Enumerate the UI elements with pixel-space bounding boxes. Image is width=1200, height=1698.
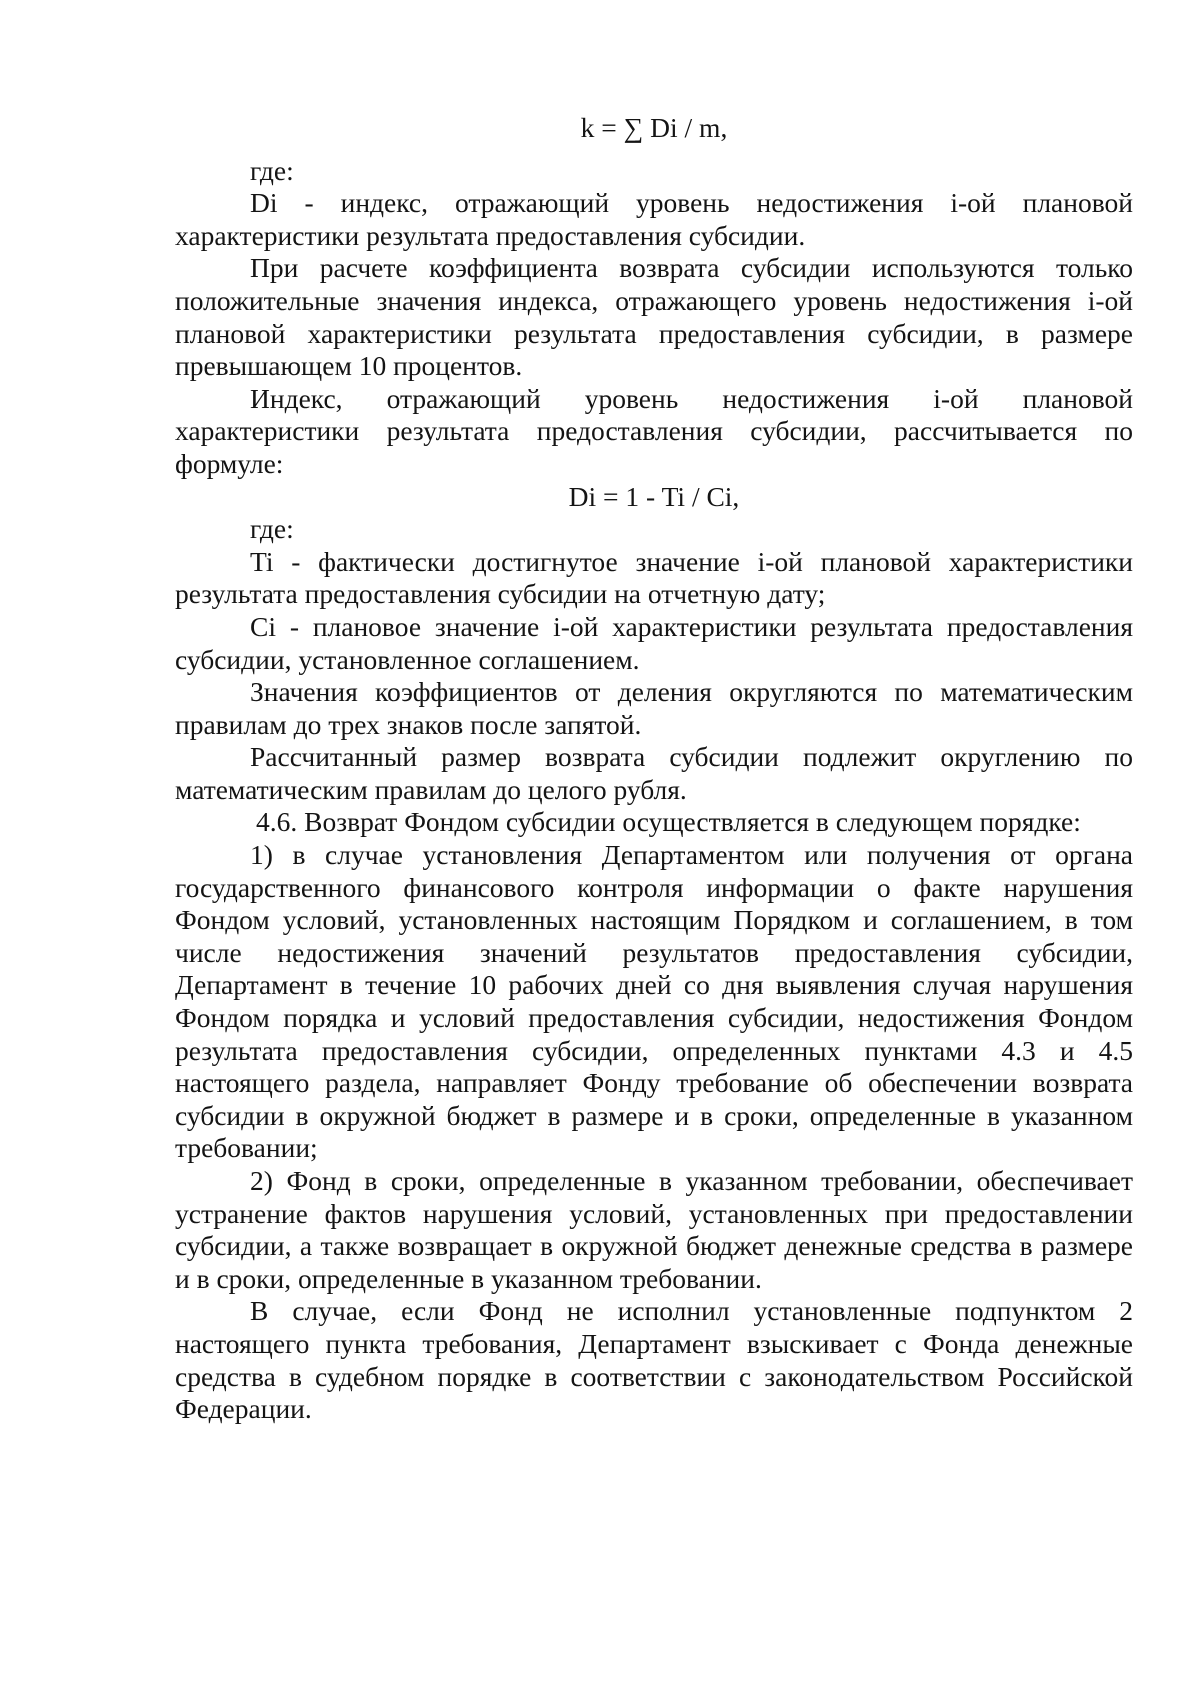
paragraph-final: В случае, если Фонд не исполнил установленные подпунктом 2 настоящего пункта требования, Департамент взыскивает с Фонда денежные средства в судебном порядке в соответствии с законодательством Российской Федерации. bbox=[175, 1295, 1133, 1425]
paragraph-positive-values: При расчете коэффициента возврата субсидии используются только положительные значения индекса, отражающего уровень недостижения i-ой плановой характеристики результата предоставления субсидии, в размере превышающем 10 процентов. bbox=[175, 252, 1133, 382]
paragraph-item-1: 1) в случае установления Департаментом или получения от органа государственного финансового контроля информации о факте нарушения Фондом условий, установленных настоящим Порядком и соглашением, в том числе недостижения значений результатов предоставления субсидии, Департамент в течение 10 рабочих дней со дня выявления случая нарушения Фондом порядка и условий предоставления субсидии, недостижения Фондом результата предоставления субсидии, определенных пунктами 4.3 и 4.5 настоящего раздела, направляет Фонду требование об обеспечении возврата субсидии в окружной бюджет в размере и в сроки, определенные в указанном требовании; bbox=[175, 839, 1133, 1164]
paragraph-rounding: Значения коэффициентов от деления округляются по математическим правилам до трех знаков после запятой. bbox=[175, 676, 1133, 740]
paragraph-ti-definition: Ti - фактически достигнутое значение i-ой плановой характеристики результата предоставления субсидии на отчетную дату; bbox=[175, 545, 1133, 610]
document-body bbox=[175, 112, 1133, 1426]
formula-di: Di = 1 - Ti / Ci, bbox=[568, 480, 740, 512]
paragraph-ci-definition: Ci - плановое значение i-ой характеристики результата предоставления субсидии, установленное соглашением. bbox=[175, 610, 1133, 675]
formula-k: k = ∑ Di / m, bbox=[580, 112, 728, 143]
paragraph-item-2: 2) Фонд в сроки, определенные в указанном требовании, обеспечивает устранение фактов нарушения условий, установленных при предоставлении субсидии, а также возвращает в окружной бюджет денежные средства в размере и в сроки, определенные в указанном требовании. bbox=[175, 1165, 1133, 1294]
paragraph-section-4-6: 4.6. Возврат Фондом субсидии осуществляется в следующем порядке: bbox=[256, 806, 1081, 838]
paragraph-index-formula-intro: Индекс, отражающий уровень недостижения i-ой плановой характеристики результата предоставления субсидии, рассчитывается по формуле: bbox=[175, 382, 1133, 479]
paragraph-di-definition: Di - индекс, отражающий уровень недостижения i-ой плановой характеристики результата предоставления субсидии. bbox=[175, 187, 1133, 251]
where-label-2: где: bbox=[250, 513, 294, 545]
paragraph-return-size: Рассчитанный размер возврата субсидии подлежит округлению по математическим правилам до целого рубля. bbox=[175, 741, 1133, 805]
where-label-1: где: bbox=[250, 154, 294, 186]
